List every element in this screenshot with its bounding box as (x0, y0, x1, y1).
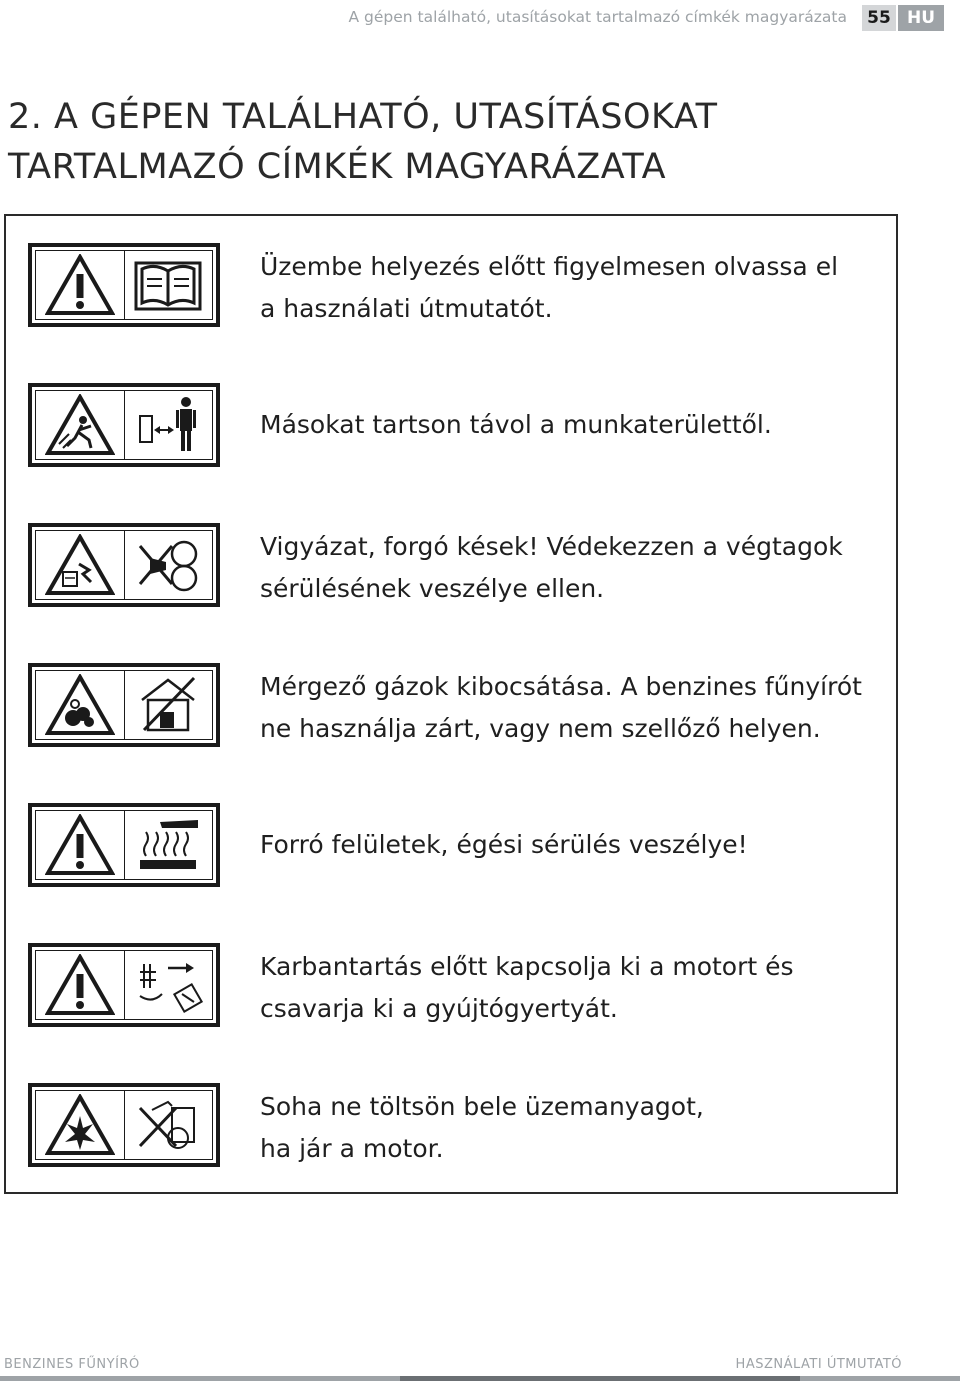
label-row-hot-surface (28, 803, 888, 893)
no-refuel-running-icon (124, 1091, 213, 1159)
hot-surface-icon (124, 811, 213, 879)
footer-document-name: HASZNÁLATI ÚTMUTATÓ (735, 1357, 902, 1372)
label-row-toxic-fumes (28, 663, 888, 753)
running-header-title: A gépen található, utasításokat tartalmazó címkék magyarázata (348, 8, 847, 26)
safety-sign (28, 383, 220, 467)
label-row-keep-distance (28, 383, 888, 473)
label-row-no-refuel (28, 1083, 888, 1173)
toxic-fumes-warning-icon (36, 671, 124, 739)
safety-sign (28, 523, 220, 607)
page-number: 55 (862, 5, 896, 31)
safety-sign (28, 943, 220, 1027)
label-text: Üzembe helyezés előtt figyelmesen olvassa el a használati útmutatót. (260, 252, 839, 323)
section-title-line-1: 2. A GÉPEN TALÁLHATÓ, UTASÍTÁSOKAT (8, 97, 718, 137)
keep-distance-icon (124, 391, 213, 459)
no-hands-feet-icon (124, 531, 213, 599)
label-text: Vigyázat, forgó kések! Védekezzen a végtagok sérülésének veszélye ellen. (260, 532, 843, 603)
label-text: Mérgező gázok kibocsátása. A benzines fűnyírót ne használja zárt, vagy nem szellőző helyen. (260, 672, 862, 743)
thrown-objects-warning-icon (36, 391, 124, 459)
warning-triangle-icon (36, 951, 124, 1019)
label-row-maintenance (28, 943, 888, 1033)
section-title (8, 92, 908, 192)
warning-triangle-icon (36, 251, 124, 319)
footer-product-name: BENZINES FŰNYÍRÓ (4, 1357, 140, 1372)
rotating-blade-warning-icon (36, 531, 124, 599)
section-title-line-2: TARTALMAZÓ CÍMKÉK MAGYARÁZATA (8, 147, 667, 187)
footer-bar-accent (400, 1376, 800, 1381)
no-indoor-use-icon (124, 671, 213, 739)
language-badge: HU (898, 5, 944, 31)
label-text: Soha ne töltsön bele üzemanyagot, ha jár a motor. (260, 1092, 704, 1163)
label-text: Forró felületek, égési sérülés veszélye! (260, 830, 748, 859)
label-text: Másokat tartson távol a munkaterülettől. (260, 410, 772, 439)
label-text: Karbantartás előtt kapcsolja ki a motort és csavarja ki a gyújtógyertyát. (260, 952, 794, 1023)
footer-bar (0, 1376, 960, 1381)
safety-sign (28, 243, 220, 327)
fire-explosion-warning-icon (36, 1091, 124, 1159)
safety-sign (28, 803, 220, 887)
safety-sign (28, 663, 220, 747)
label-row-rotating-blades (28, 523, 888, 613)
safety-sign (28, 1083, 220, 1167)
warning-triangle-icon (36, 811, 124, 879)
label-row-read-manual (28, 243, 888, 333)
manual-book-icon (124, 251, 213, 319)
disconnect-spark-plug-icon (124, 951, 213, 1019)
